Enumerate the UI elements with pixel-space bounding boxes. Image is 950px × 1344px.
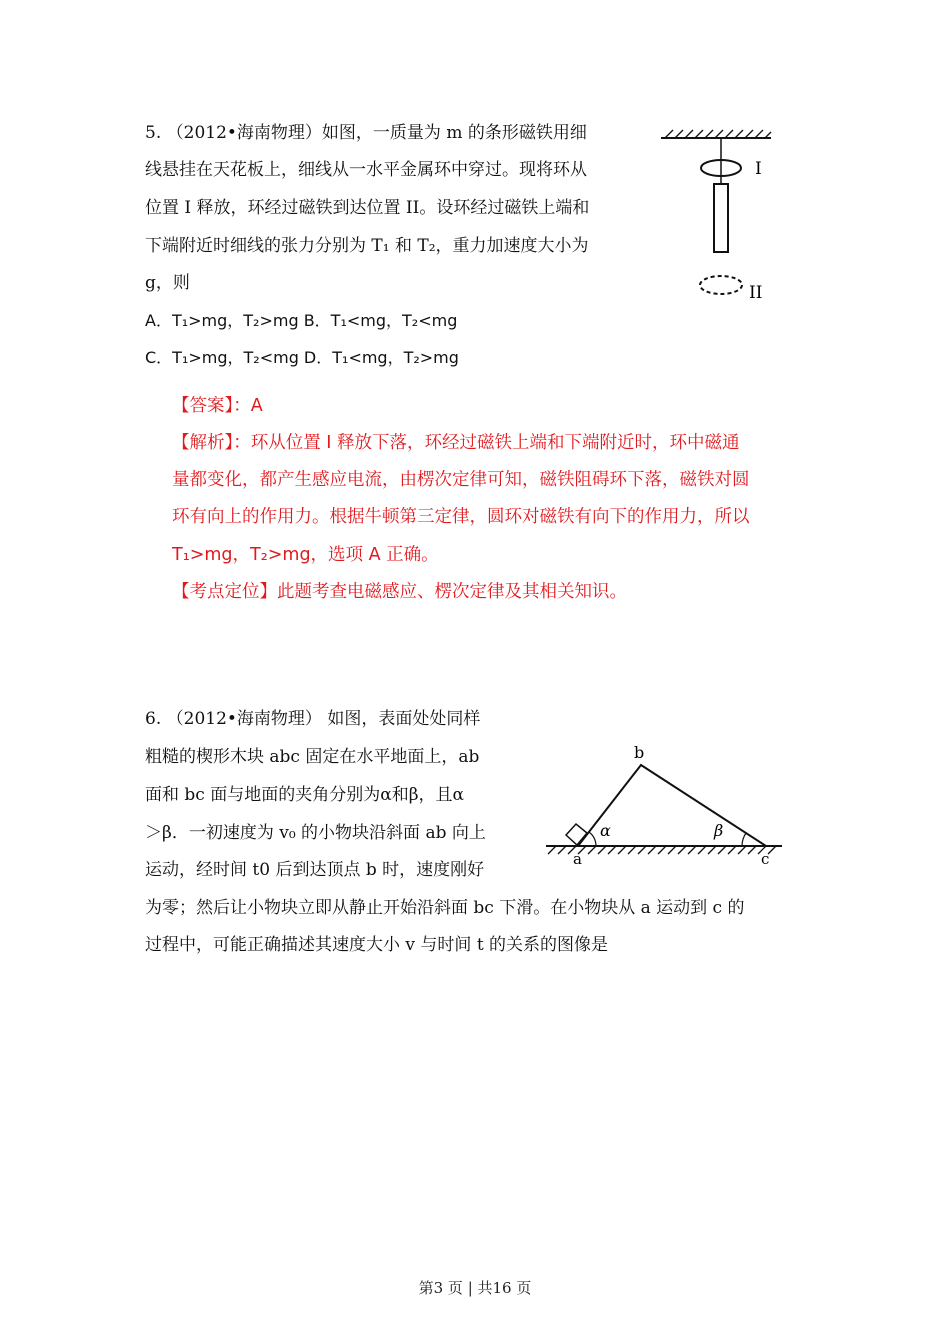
q5-options-row-1: A．T₁>mg，T₂>mg B．T₁<mg，T₂<mg [145, 311, 458, 330]
q6-label-beta: β [714, 821, 724, 840]
q6-label-b: b [634, 743, 645, 762]
q5-options-row-2: C．T₁>mg，T₂<mg D．T₁<mg，T₂>mg [145, 348, 459, 367]
q6-label-c: c [761, 850, 770, 868]
q5-focus: 【考点定位】此题考查电磁感应、楞次定律及其相关知识。 [172, 582, 627, 602]
q5-magnet-figure [655, 118, 775, 308]
q5-line-4: 下端附近时细线的张力分别为 T₁ 和 T₂，重力加速度大小为 [145, 236, 589, 256]
q6-wedge-figure [538, 738, 788, 868]
q5-line-3: 位置 I 释放，环经过磁铁到达位置 II。设环经过磁铁上端和 [145, 198, 590, 218]
q6-line-4: ＞β．一初速度为 v₀ 的小物块沿斜面 ab 向上 [145, 823, 486, 843]
q6-line-3: 面和 bc 面与地面的夹角分别为α和β，且α [145, 785, 464, 805]
q5-analysis-2: 量都变化，都产生感应电流，由楞次定律可知，磁铁阻碍环下落，磁铁对圆 [172, 470, 750, 490]
q5-label-position-1: I [755, 159, 762, 179]
q6-label-alpha: α [600, 821, 611, 840]
q5-answer: 【答案】：A [172, 396, 263, 416]
q6-line-6: 为零；然后让小物块立即从静止开始沿斜面 bc 下滑。在小物块从 a 运动到 c 的 [145, 898, 745, 918]
q6-line-1: 6. （2012•海南物理） 如图，表面处处同样 [145, 709, 481, 729]
q5-line-1: 5. （2012•海南物理）如图，一质量为 m 的条形磁铁用细 [145, 123, 587, 143]
q5-line-2: 线悬挂在天花板上，细线从一水平金属环中穿过。现将环从 [145, 160, 587, 180]
q5-analysis-4: T₁>mg，T₂>mg，选项 A 正确。 [172, 545, 439, 565]
q6-label-a: a [573, 850, 582, 868]
page-footer: 第3 页 | 共16 页 [418, 1279, 532, 1297]
q5-analysis-1: 【解析】：环从位置 I 释放下落，环经过磁铁上端和下端附近时，环中磁通 [172, 433, 740, 453]
q5-analysis-3: 环有向上的作用力。根据牛顿第三定律，圆环对磁铁有向下的作用力，所以 [172, 507, 750, 527]
q6-line-5: 运动，经时间 t0 后到达顶点 b 时，速度刚好 [145, 860, 485, 880]
q5-line-5: g，则 [145, 273, 190, 293]
q6-line-7: 过程中，可能正确描述其速度大小 v 与时间 t 的关系的图像是 [145, 935, 609, 955]
q5-label-position-2: II [749, 283, 763, 303]
q6-line-2: 粗糙的楔形木块 abc 固定在水平地面上，ab [145, 747, 480, 767]
